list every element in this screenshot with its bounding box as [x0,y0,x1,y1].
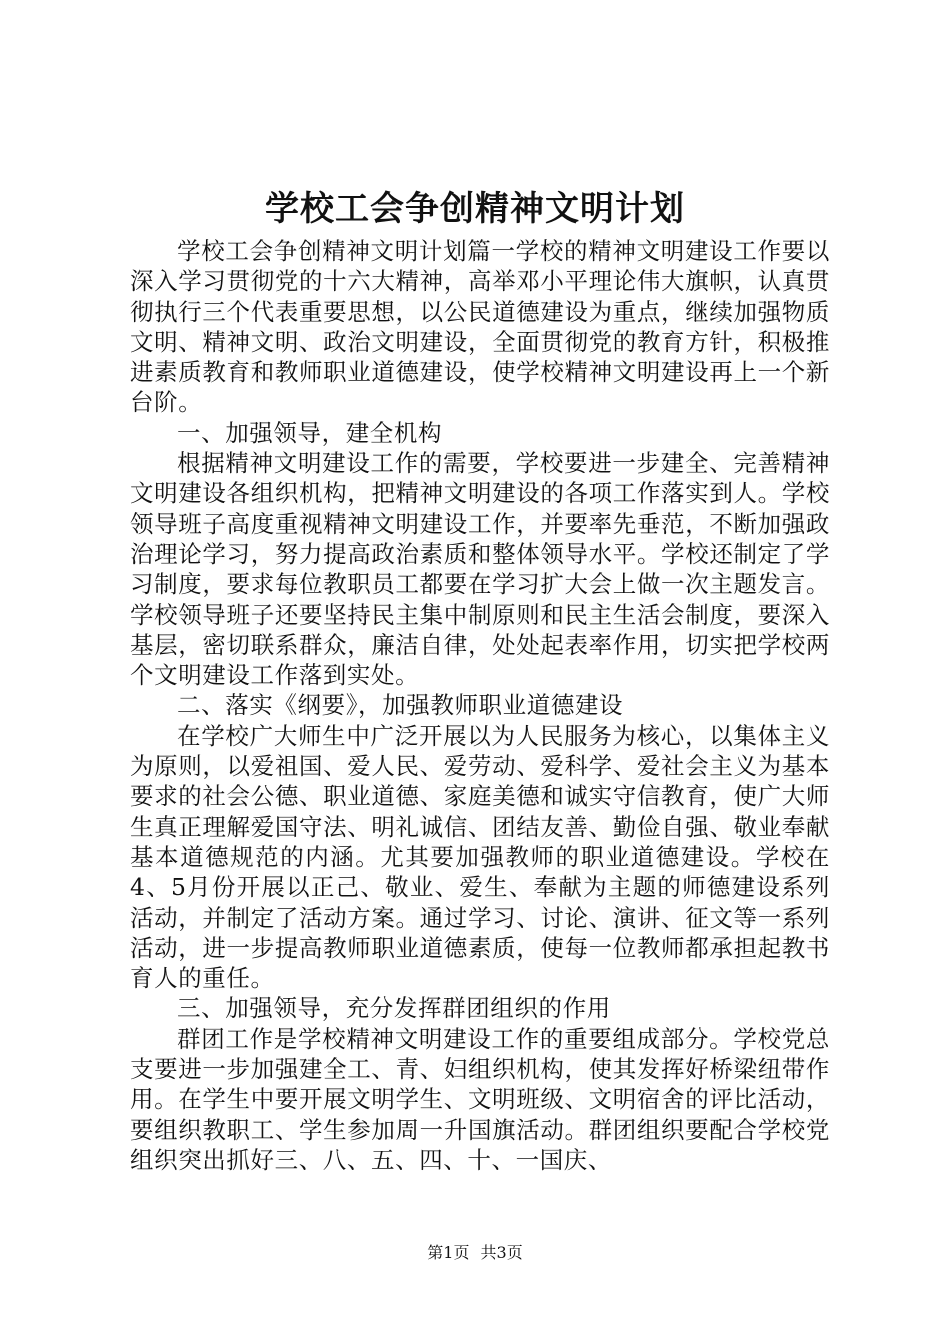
section-heading-1: 一、加强领导，建全机构 [177,418,443,447]
document-body [130,236,830,1175]
paragraph-section-2: 在学校广大师生中广泛开展以为人民服务为核心，以集体主义为原则，以爱祖国、爱人民、爱劳动、爱科学、爱社会主义为基本要求的社会公德、职业道德、家庭美德和诚实守信教育，使广大师生真正理解爱国守法、明礼诚信、团结友善、勤俭自强、敬业奉献基本道德规范的内涵。尤其要加强教师的职业道德建设。学校在4、5月份开展以正己、敬业、爱生、奉献为主题的师德建设系列活动，并制定了活动方案。通过学习、讨论、演讲、征文等一系列活动，进一步提高教师职业道德素质，使每一位教师都承担起教书育人的重任。 [130,721,830,993]
paragraph-section-1: 根据精神文明建设工作的需要，学校要进一步建全、完善精神文明建设各组织机构，把精神文明建设的各项工作落实到人。学校领导班子高度重视精神文明建设工作，并要率先垂范，不断加强政治理论学习，努力提高政治素质和整体领导水平。学校还制定了学习制度，要求每位教职员工都要在学习扩大会上做一次主题发言。学校领导班子还要坚持民主集中制原则和民主生活会制度，要深入基层，密切联系群众，廉洁自律，处处起表率作用，切实把学校两个文明建设工作落到实处。 [130,449,830,690]
document-title: 学校工会争创精神文明计划 [265,189,685,229]
page-number-current: 第1页 [427,1243,470,1262]
page-number-total: 共3页 [480,1243,523,1262]
paragraph-intro: 学校工会争创精神文明计划篇一学校的精神文明建设工作要以深入学习贯彻党的十六大精神，高举邓小平理论伟大旗帜，认真贯彻执行三个代表重要思想，以公民道德建设为重点，继续加强物质文明、精神文明、政治文明建设，全面贯彻党的教育方针，积极推进素质教育和教师职业道德建设，使学校精神文明建设再上一个新台阶。 [130,237,830,417]
section-heading-2: 二、落实《纲要》，加强教师职业道德建设 [177,691,624,720]
section-heading-3: 三、加强领导，充分发挥群团组织的作用 [177,994,611,1023]
paragraph-section-3: 群团工作是学校精神文明建设工作的重要组成部分。学校党总支要进一步加强建全工、青、妇组织机构，使其发挥好桥梁纽带作用。在学生中要开展文明学生、文明班级、文明宿舍的评比活动，要组织教职工、学生参加周一升国旗活动。群团组织要配合学校党组织突出抓好三、八、五、四、十、一国庆、 [130,1024,830,1174]
page-footer [0,1242,950,1264]
